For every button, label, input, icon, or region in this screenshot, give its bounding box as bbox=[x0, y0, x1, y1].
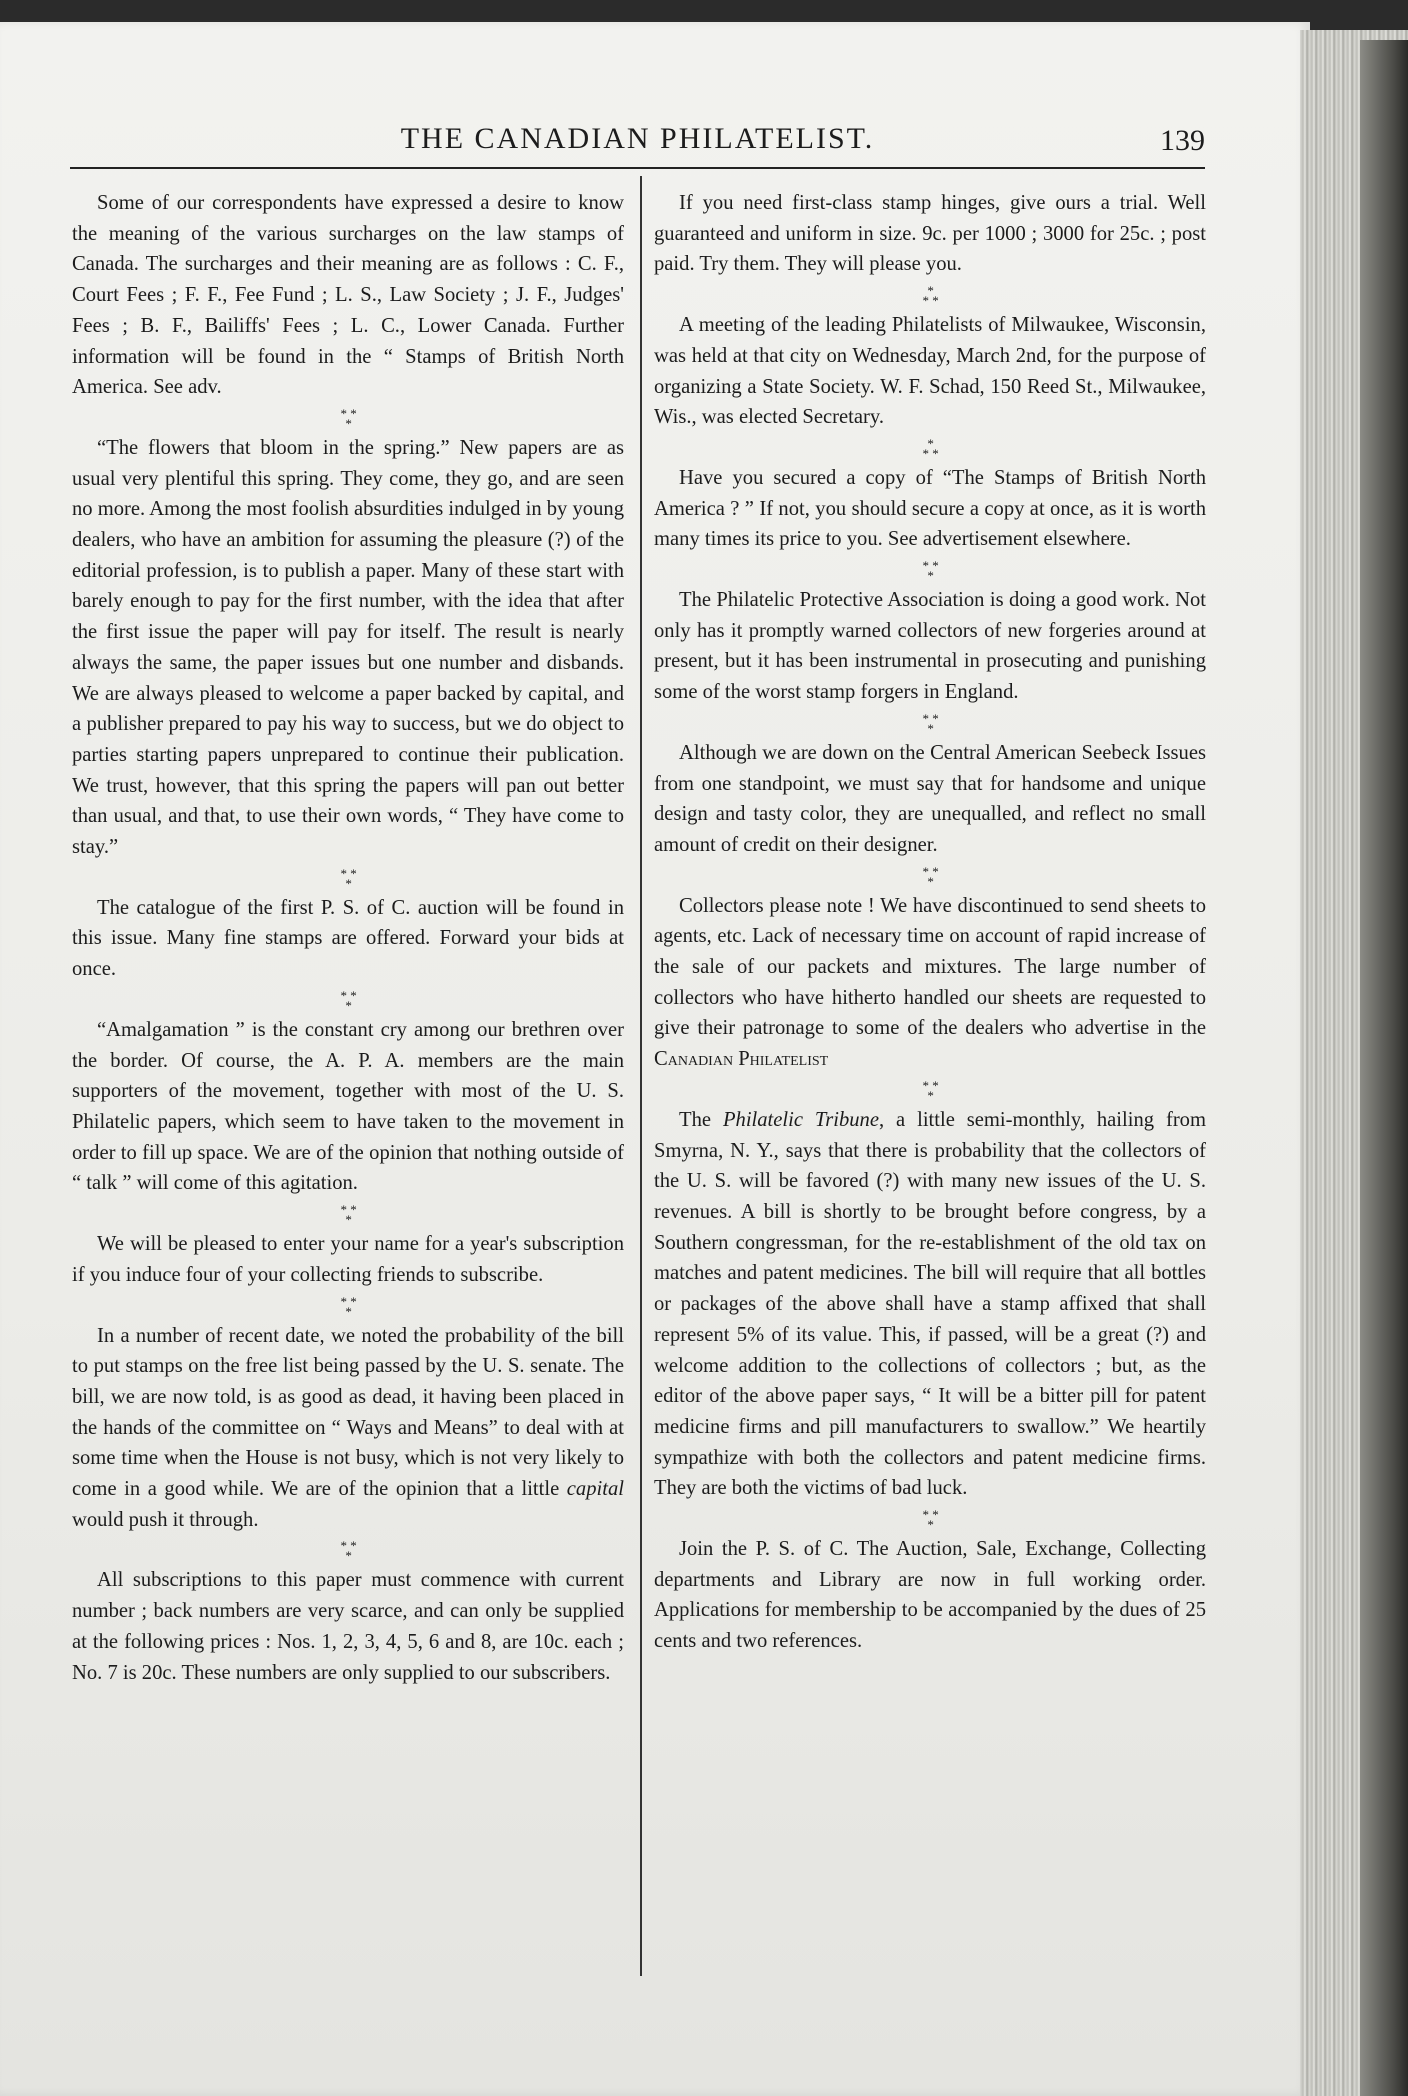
asterism-separator: * * * bbox=[339, 865, 357, 891]
paragraph-free-list-bill: In a number of recent date, we noted the probability of the bill to put stamps on the free list being passed by the U. S. senate. The bill, we are now told, is as good as dead, it having been placed in the hands of the committee on “ Ways and Means” to deal with at some time when the House is not busy, which is not very likely to come in a good while. We are of the opinion that a little capital would push it through. bbox=[72, 1324, 624, 1531]
asterism-separator: * * * bbox=[921, 1077, 939, 1103]
asterism-separator: * * * bbox=[921, 1507, 939, 1533]
paragraph-seebeck-issues: Although we are down on the Central American Seebeck Issues from one standpoint, we must say that for handsome and unique design and tasty color, they are unequalled, and reflect no small amount of credit on their designer. bbox=[654, 741, 1206, 856]
paragraph-sheets-discontinued: Collectors please note ! We have discontinued to send sheets to agents, etc. Lack of necessary time on account of rapid increase of the sale of our packets and mixtures. The large number of collectors who have hitherto handled our sheets are requested to give their patronage to some of the dealers who advertise in the Canadian Philatelist bbox=[654, 894, 1206, 1071]
running-title: THE CANADIAN PHILATELIST. bbox=[400, 122, 875, 155]
asterism-separator: * * * bbox=[339, 1202, 357, 1228]
asterism-separator: * * * bbox=[921, 558, 939, 584]
italic-philatelic-tribune: Philatelic Tribune bbox=[722, 1108, 879, 1131]
header-rule bbox=[70, 167, 1205, 169]
asterism-separator: * * * bbox=[339, 1538, 357, 1564]
column-divider bbox=[640, 176, 642, 1976]
asterism-separator: * * * bbox=[921, 435, 939, 461]
paragraph-bna-book: Have you secured a copy of “The Stamps of British North America ? ” If not, you should secure a copy at once, as it is worth many times its price to you. See advertisement elsewhere. bbox=[654, 466, 1206, 551]
asterism-separator: * * * bbox=[339, 1293, 357, 1319]
paragraph-protective-association: The Philatelic Protective Association is doing a good work. Not only has it promptly warned collectors of new forgeries around at present, but it has been instrumental in prosecuting and punishing some of the worst stamp forgers in England. bbox=[654, 589, 1206, 704]
paragraph-stamp-hinges: If you need first-class stamp hinges, give ours a trial. Well guaranteed and uniform in size. 9c. per 1000 ; 3000 for 25c. ; post paid. Try them. They will please you. bbox=[654, 192, 1206, 276]
paragraph-philatelic-tribune: The Philatelic Tribune, a little semi-monthly, hailing from Smyrna, N. Y., says that there is probability that the collectors of the U. S. will be favored (?) with many new issues of the U. S. revenues. A bill is shortly to be brought before congress, by a Southern congressman, for the re-establishment of the old tax on matches and patent medicines. The bill will require that all bottles or packages of the above shall have a stamp affixed that shall represent 5% of its value. This, if passed, will be a great (?) and welcome addition to the collections of collectors ; but, as the editor of the above paper says, “ It will be a bitter pill for patent medicine firms and pill manufacturers to swallow.” We heartily sympathize with both the collectors and patent medicine firms. They are both the victims of bad luck. bbox=[654, 1108, 1207, 1500]
page-header bbox=[70, 118, 1205, 168]
paragraph-subscription-offer: We will be pleased to enter your name for a year's subscription if you induce four of your collecting friends to subscribe. bbox=[72, 1233, 624, 1286]
left-column bbox=[72, 188, 624, 1688]
asterism-separator: * * * bbox=[339, 405, 357, 431]
asterism-separator: * * * bbox=[921, 283, 939, 309]
asterism-separator: * * * bbox=[921, 863, 939, 889]
paragraph-amalgamation: “Amalgamation ” is the constant cry among our brethren over the border. Of course, the A. P. A. members are the main supporters of the movement, together with most of the U. S. Philatelic papers, which seem to have taken to the movement in order to fill up space. We are of the opinion that nothing outside of “ talk ” will come of this agitation. bbox=[72, 1018, 624, 1195]
paragraph-back-numbers: All subscriptions to this paper must commence with current number ; back numbers are very scarce, and can only be supplied at the following prices : Nos. 1, 2, 3, 4, 5, 6 and 8, are 10c. each ; No. 7 is 20c. These numbers are only supplied to our subscribers. bbox=[72, 1569, 624, 1684]
book-binding-edge bbox=[1360, 40, 1408, 2096]
paragraph-milwaukee-meeting: A meeting of the leading Philatelists of Milwaukee, Wisconsin, was held at that city on Wednesday, March 2nd, for the purpose of organizing a State Society. W. F. Schad, 150 Reed St., Milwaukee, Wis., was elected Secretary. bbox=[654, 314, 1206, 429]
smallcaps-canadian-philatelist: Canadian Philatelist bbox=[654, 1048, 829, 1071]
asterism-separator: * * * bbox=[339, 987, 357, 1013]
paragraph-new-papers: “The flowers that bloom in the spring.” New papers are as usual very plentiful this spring. They come, they go, and are seen no more. Among the most foolish absurdities indulged in by young dealers, who have an ambition for assuming the pleasure (?) of the editorial profession, is to publish a paper. Many of these start with barely enough to pay for the first number, with the idea that after the first issue the paper will pay for itself. The result is nearly always the same, the paper issues but one number and disbands. We are always pleased to welcome a paper backed by capital, and a publisher prepared to pay his way to success, but we do object to parties starting papers unprepared to continue their publication. We trust, however, that this spring the papers will pan out better than usual, and that, to use their own words, “ They have come to stay.” bbox=[72, 436, 624, 859]
italic-capital: capital bbox=[566, 1478, 624, 1501]
paragraph-law-stamps: Some of our correspondents have expressed a desire to know the meaning of the various surcharges on the law stamps of Canada. The surcharges and their meaning are as follows : C. F., Court Fees ; F. F., Fee Fund ; L. S., Law Society ; J. F., Judges' Fees ; B. F., Bailiffs' Fees ; L. C., Lower Canada. Further information will be found in the “ Stamps of British North America. See adv. bbox=[72, 192, 624, 399]
page-number: 139 bbox=[1160, 124, 1205, 157]
right-column bbox=[654, 188, 1206, 1657]
paragraph-join-psc: Join the P. S. of C. The Auction, Sale, Exchange, Collecting departments and Library are now in full working order. Applications for membership to be accompanied by the dues of 25 cents and two references. bbox=[654, 1538, 1206, 1653]
asterism-separator: * * * bbox=[921, 710, 939, 736]
paragraph-auction-catalogue: The catalogue of the first P. S. of C. auction will be found in this issue. Many fine stamps are offered. Forward your bids at once. bbox=[72, 896, 624, 981]
